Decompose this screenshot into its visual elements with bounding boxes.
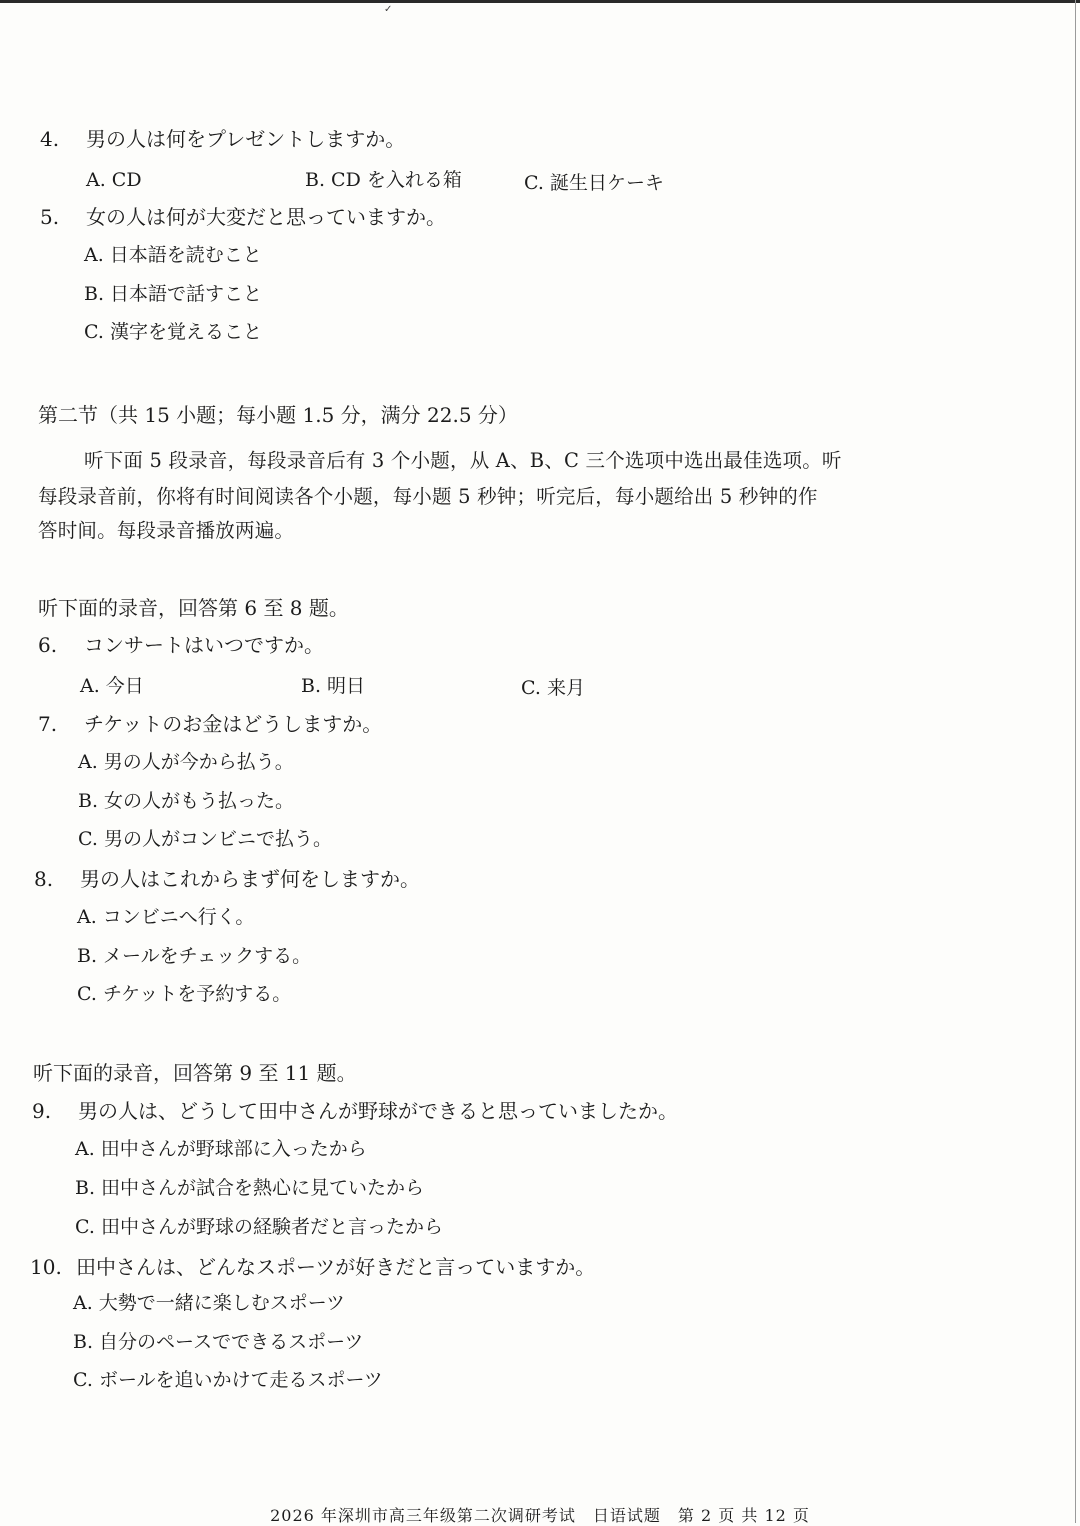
question-number: 10. [30, 1255, 62, 1279]
group-prompt-9-11: 听下面的录音，回答第 9 至 11 题。 [33, 1061, 357, 1085]
question-text: チケットのお金はどうしますか。 [84, 712, 383, 736]
question-text: 田中さんは、どんなスポーツが好きだと言っていますか。 [76, 1255, 596, 1279]
option-8b: B. メールをチェックする。 [77, 945, 312, 967]
instruction-line-1: 听下面 5 段录音，每段录音后有 3 个小题，从 A、B、C 三个选项中选出最佳选项。听 [84, 449, 842, 472]
option-10a: A. 大勢で一緒に楽しむスポーツ [73, 1292, 346, 1314]
option-4a: A. CD [86, 169, 142, 191]
page-footer: 2026 年深圳市高三年级第二次调研考试 日语试题 第 2 页 共 12 页 [270, 1506, 810, 1525]
instruction-line-2: 每段录音前，你将有时间阅读各个小题，每小题 5 秒钟；听完后，每小题给出 5 秒钟的作 [38, 485, 818, 508]
option-6b: B. 明日 [301, 675, 366, 697]
option-10b: B. 自分のペースでできるスポーツ [73, 1331, 364, 1353]
option-6a: A. 今日 [80, 675, 144, 697]
option-9c: C. 田中さんが野球の経験者だと言ったから [75, 1216, 443, 1238]
question-text: 男の人は、どうして田中さんが野球ができると思っていましたか。 [78, 1099, 678, 1123]
instruction-line-3: 答时间。每段录音播放两遍。 [38, 519, 295, 542]
option-9a: A. 田中さんが野球部に入ったから [75, 1138, 367, 1160]
question-4 [40, 126, 405, 152]
question-text: 男の人はこれからまず何をしますか。 [80, 867, 420, 891]
option-7a: A. 男の人が今から払う。 [78, 751, 294, 773]
question-9 [32, 1098, 678, 1124]
question-number: 8. [34, 867, 54, 891]
question-7 [38, 711, 382, 737]
question-number: 4. [40, 127, 60, 151]
section-title: 第二节（共 15 小题；每小题 1.5 分，满分 22.5 分） [38, 403, 518, 427]
option-5c: C. 漢字を覚えること [84, 321, 262, 343]
option-10c: C. ボールを追いかけて走るスポーツ [73, 1369, 383, 1391]
question-number: 7. [38, 712, 58, 736]
option-8c: C. チケットを予約する。 [77, 983, 292, 1005]
option-7b: B. 女の人がもう払った。 [78, 790, 295, 812]
option-4c: C. 誕生日ケーキ [524, 172, 664, 194]
question-number: 5. [40, 205, 60, 229]
question-8 [34, 866, 420, 892]
option-4b: B. CD を入れる箱 [305, 169, 462, 191]
question-number: 6. [38, 633, 58, 657]
question-6 [38, 632, 324, 658]
scan-right-edge [1075, 0, 1076, 1523]
question-number: 9. [32, 1099, 52, 1123]
option-9b: B. 田中さんが試合を熱心に見ていたから [75, 1177, 425, 1199]
question-text: コンサートはいつですか。 [84, 633, 324, 657]
question-text: 女の人は何が大変だと思っていますか。 [86, 205, 446, 229]
option-5b: B. 日本語で話すこと [84, 283, 263, 305]
group-prompt-6-8: 听下面的录音，回答第 6 至 8 题。 [38, 596, 349, 620]
option-8a: A. コンビニへ行く。 [77, 906, 255, 928]
option-7c: C. 男の人がコンビニで払う。 [78, 828, 332, 850]
scan-top-edge [0, 0, 1080, 3]
question-10 [30, 1254, 595, 1280]
question-5 [40, 204, 446, 230]
scan-mark: ✓ [384, 4, 393, 15]
option-5a: A. 日本語を読むこと [84, 244, 262, 266]
question-text: 男の人は何をプレゼントしますか。 [86, 127, 406, 151]
option-6c: C. 来月 [521, 677, 585, 699]
